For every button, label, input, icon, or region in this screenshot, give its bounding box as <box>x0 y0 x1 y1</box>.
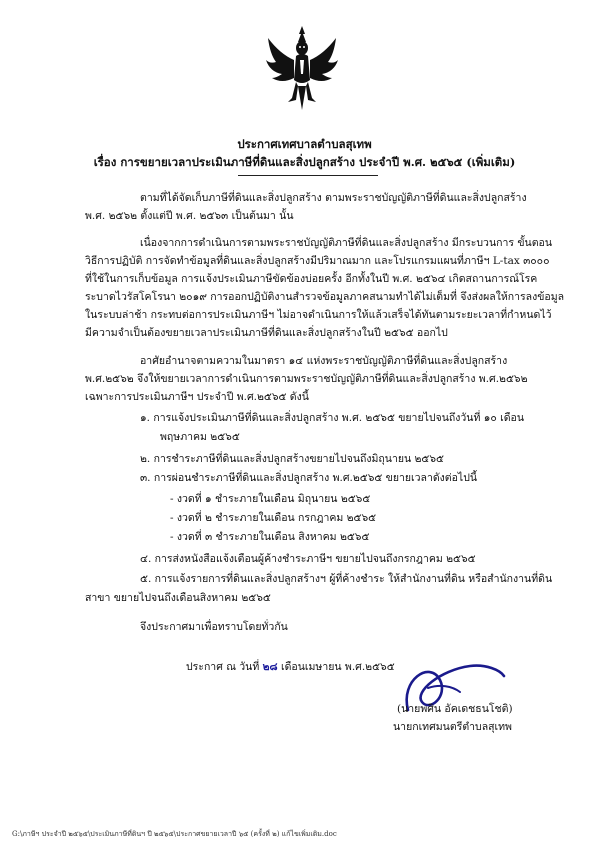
list-item-2: ๒. การชำระภาษีที่ดินและสิ่งปลูกสร้างขยายไปจนถึงมิถุนายน ๒๕๖๕ <box>140 453 444 465</box>
paragraph-2-line: วิธีการปฏิบัติ การจัดทำข้อมูลที่ดินและสิ่งปลูกสร้างมีปริมาณมาก และโปรแกรมแผนที่ภาษีฯ L-tax ๓๐๐๐ <box>85 255 550 267</box>
announcement-subject: เรื่อง การขยายเวลาประเมินภาษีที่ดินและสิ่งปลูกสร้าง ประจำปี พ.ศ. ๒๕๖๕ (เพิ่มเติม) <box>93 155 516 169</box>
announcement-title: ประกาศเทศบาลตำบลสุเทพ <box>237 137 372 151</box>
title-divider <box>238 175 378 176</box>
date-day: ๒๘ <box>262 661 278 673</box>
closing-statement: จึงประกาศมาเพื่อทราบโดยทั่วกัน <box>140 621 288 633</box>
date-year: พ.ศ.๒๕๖๕ <box>344 661 395 673</box>
installment-2: - งวดที่ ๒ ชำระภายในเดือน กรกฎาคม ๒๕๖๕ <box>170 512 377 524</box>
garuda-emblem <box>262 24 342 114</box>
list-item-5: ๕. การแจ้งรายการที่ดินและสิ่งปลูกสร้างฯ ผู้ที่ค้างชำระ ให้สำนักงานที่ดิน หรือสำนักงานที่ดิน <box>140 573 553 585</box>
paragraph-2-line: ที่ใช้ในการเก็บข้อมูล การแจ้งประเมินภาษีขัดข้องบ่อยครั้ง อีกทั้งในปี พ.ศ. ๒๕๖๔ เกิดสถานการณ์โรค <box>85 273 538 285</box>
signer-position: นายกเทศมนตรีตำบลสุเทพ <box>393 721 512 733</box>
paragraph-2-line: เนื่องจากการดำเนินการตามพระราชบัญญัติภาษีที่ดินและสิ่งปลูกสร้าง มีกระบวนการ ขั้นตอน <box>140 237 553 249</box>
paragraph-2-line: ระบาดไวรัสโคโรนา ๒๐๑๙ การออกปฏิบัติงานสำรวจข้อมูลภาคสนามทำได้ไม่เต็มที่ จึงส่งผลให้การลงข้อมูล <box>85 291 565 303</box>
file-path-footer: G:\ภาษีฯ ประจำปี ๒๕๖๕\ประเมินภาษีที่ดินฯ ปี ๒๕๖๕\ประกาศขยายเวลาปี ๖๕ (ครั้งที่ ๒) แก้ไขเพิ่มเติม.doc <box>12 830 337 838</box>
paragraph-1-line: ตามที่ได้จัดเก็บภาษีที่ดินและสิ่งปลูกสร้าง ตามพระราชบัญญัติภาษีที่ดินและสิ่งปลูกสร้าง <box>140 192 527 204</box>
paragraph-2-line: ในระบบล่าช้า กระทบต่อการประเมินภาษีฯ ไม่อาจดำเนินการให้แล้วเสร็จได้ทันตามระยะเวลาที่กำหนดไว้ <box>85 309 552 321</box>
paragraph-3-line: พ.ศ.๒๕๖๒ จึงให้ขยายเวลาการดำเนินการตามพระราชบัญญัติภาษีที่ดินและสิ่งปลูกสร้าง พ.ศ.๒๕๖๒ <box>85 373 528 385</box>
date-prefix: ประกาศ ณ วันที่ <box>186 661 260 673</box>
handwritten-signature <box>400 640 510 730</box>
paragraph-1-line: พ.ศ. ๒๕๖๒ ตั้งแต่ปี พ.ศ. ๒๕๖๓ เป็นต้นมา นั้น <box>85 210 294 222</box>
paragraph-3-line: อาศัยอำนาจตามความในมาตรา ๑๔ แห่งพระราชบัญญัติภาษีที่ดินและสิ่งปลูกสร้าง <box>140 355 508 367</box>
paragraph-3-line: เฉพาะการประเมินภาษีฯ ประจำปี พ.ศ.๒๕๖๕ ดังนี้ <box>85 391 309 403</box>
date-month: เดือนเมษายน <box>281 661 342 673</box>
installment-1: - งวดที่ ๑ ชำระภายในเดือน มิถุนายน ๒๕๖๕ <box>170 493 371 505</box>
signer-name: (นายพศิน อัคเดชธนโชติ) <box>397 703 513 715</box>
announcement-date <box>186 660 395 674</box>
list-item-1-continuation: พฤษภาคม ๒๕๖๕ <box>160 431 240 443</box>
list-item-4: ๔. การส่งหนังสือแจ้งเตือนผู้ค้างชำระภาษีฯ ขยายไปจนถึงกรกฎาคม ๒๕๖๕ <box>140 553 476 565</box>
installment-3: - งวดที่ ๓ ชำระภายในเดือน สิงหาคม ๒๕๖๕ <box>170 531 370 543</box>
paragraph-2-line: มีความจำเป็นต้องขยายเวลาประเมินภาษีที่ดินและสิ่งปลูกสร้างในปี ๒๕๖๕ ออกไป <box>85 327 448 339</box>
list-item-1: ๑. การแจ้งประเมินภาษีที่ดินและสิ่งปลูกสร้าง พ.ศ. ๒๕๖๕ ขยายไปจนถึงวันที่ ๑๐ เดือน <box>140 412 525 424</box>
list-item-5-continuation: สาขา ขยายไปจนถึงเดือนสิงหาคม ๒๕๖๕ <box>85 592 271 604</box>
list-item-3: ๓. การผ่อนชำระภาษีที่ดินและสิ่งปลูกสร้าง พ.ศ.๒๕๖๕ ขยายเวลาดังต่อไปนี้ <box>140 472 478 484</box>
